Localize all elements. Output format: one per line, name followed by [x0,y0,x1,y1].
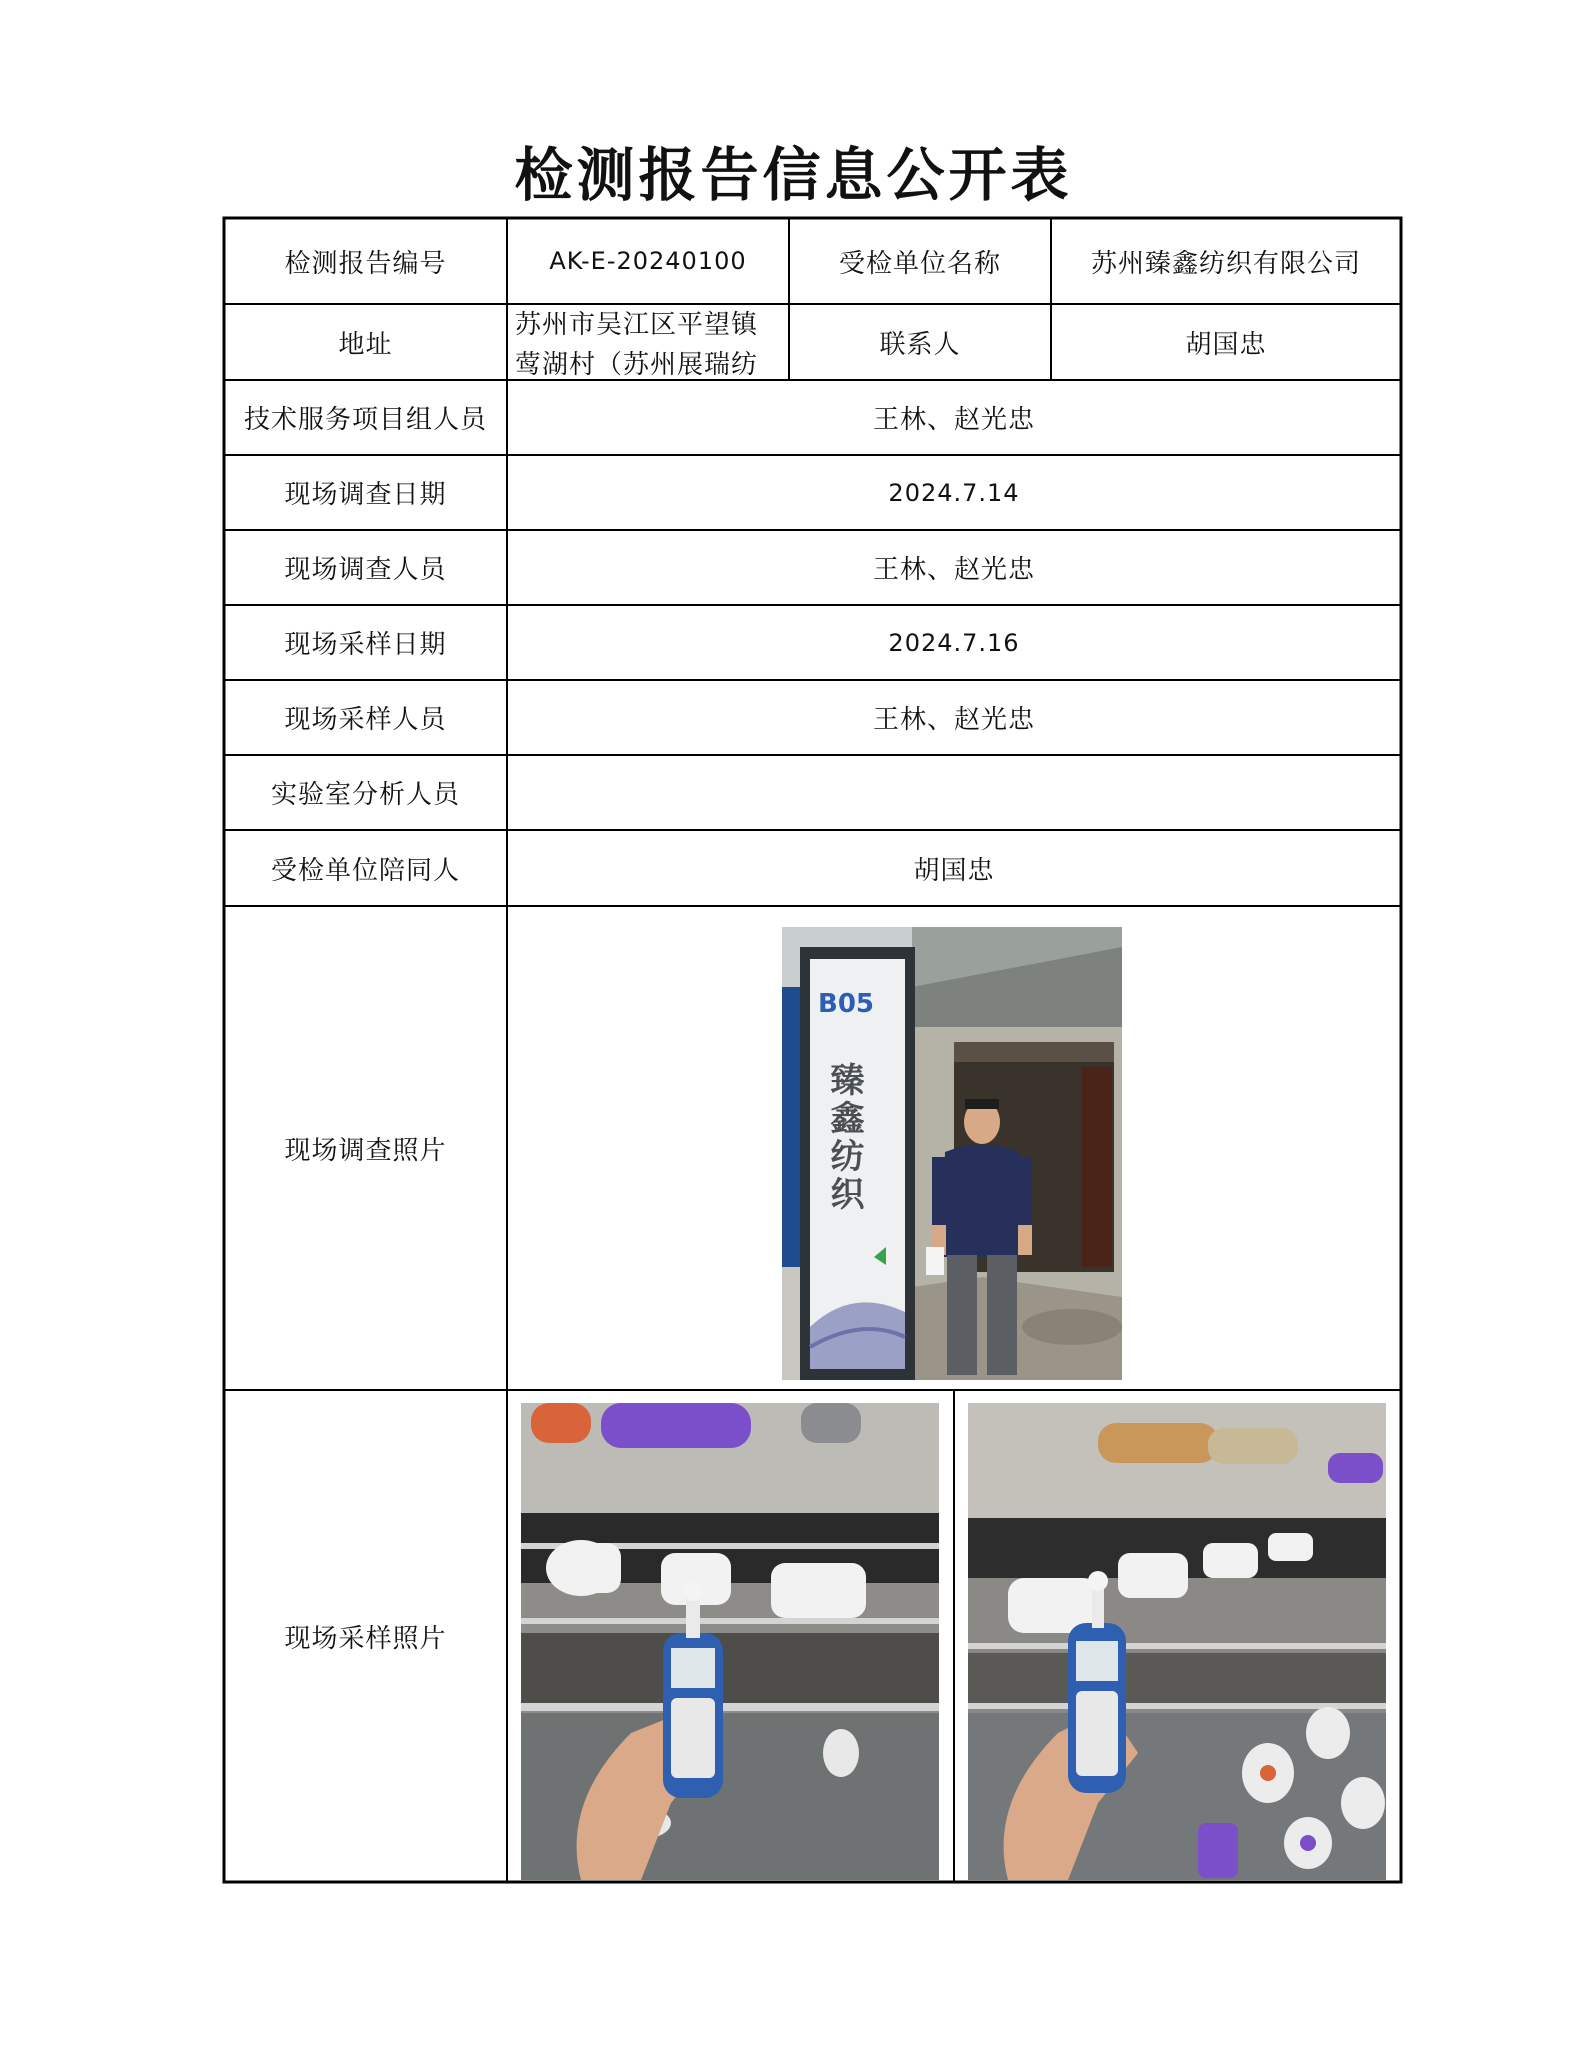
report-no-label: 检测报告编号 [284,248,447,279]
address-label: 地址 [338,329,393,360]
sampling-staff-label: 现场采样人员 [284,705,447,735]
sign-code: B05 [818,989,874,1019]
sampling-date-label: 现场采样日期 [284,630,447,660]
sign-text: 臻鑫纺织 [824,1062,864,1214]
survey-staff-value: 王林、赵光忠 [872,555,1035,585]
survey-photo [782,927,1122,1380]
page-title: 检测报告信息公开表 [514,141,1073,209]
contact-value: 胡国忠 [1185,329,1267,360]
unit-name-value: 苏州臻鑫纺织有限公司 [1090,248,1361,279]
lab-staff-value [507,755,1401,830]
survey-staff-label: 现场调查人员 [284,555,447,585]
sampling-staff-value: 王林、赵光忠 [872,705,1035,735]
survey-photo-label: 现场调查照片 [284,1135,447,1166]
team-label: 技术服务项目组人员 [243,405,487,435]
escort-value: 胡国忠 [913,855,995,886]
address-line-2: 莺湖村（苏州展瑞纺 [515,350,759,379]
survey-date-label: 现场调查日期 [284,480,447,510]
survey-date-value: 2024.7.14 [888,478,1020,507]
sampling-date-value: 2024.7.16 [888,628,1020,657]
unit-name-label: 受检单位名称 [838,248,1001,279]
team-value: 王林、赵光忠 [872,405,1035,435]
address-value [515,305,785,379]
lab-staff-label: 实验室分析人员 [270,780,460,810]
report-no-value: AK-E-20240100 [549,247,747,275]
sampling-photo-2 [968,1403,1386,1880]
escort-label: 受检单位陪同人 [270,855,460,886]
contact-label: 联系人 [879,329,961,360]
address-line-1: 苏州市吴江区平望镇 [515,310,759,340]
sampling-photo-1 [521,1403,939,1880]
sampling-photo-label: 现场采样照片 [284,1623,447,1654]
